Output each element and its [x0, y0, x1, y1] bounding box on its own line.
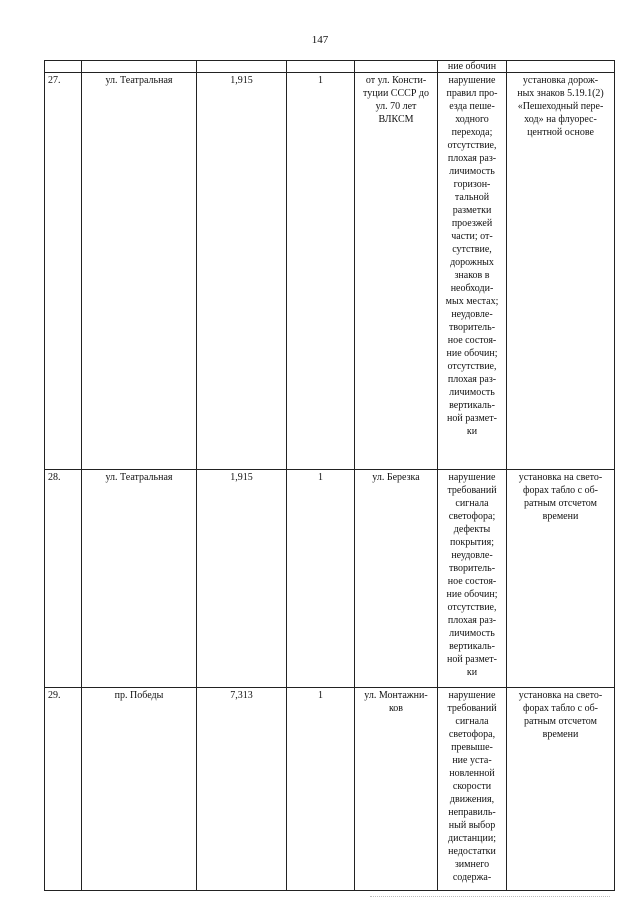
defects-text: нарушение правил про- езда пеше- ходного перехода; отсутствие, плохая раз- личимость горизон- тальной разметки проезжей части; от- сутствие, дорожных знаков в необходи- мых местах; неудовле- творитель- ное состоя- ние обочин; отсутствие, плохая раз- личимость вертикаль- ной размет- ки [445, 75, 499, 437]
hazard-table [44, 60, 615, 891]
defects-text: нарушение требований сигнала светофора; дефекты покрытия; неудовле- творитель- ное состоя- ние обочин; отсутствие, плохая раз- личимость вертикаль- ной размет- ки [446, 472, 498, 678]
length-value: 1,915 [197, 470, 287, 688]
table-row [45, 470, 615, 688]
defects-text: нарушение требований сигнала светофора, превыше- ние уста- новленной скорости движения, неправиль- ный выбор дистанции; недостатки зимнего содержа- [447, 690, 497, 883]
length-value: 7,313 [197, 688, 287, 891]
row-number: 27. [45, 73, 82, 470]
segment-text: ул. Березка [372, 472, 420, 483]
table-cell [287, 61, 355, 73]
category-value: 1 [287, 73, 355, 470]
segment-text: от ул. Консти- туции СССР до ул. 70 лет ВЛКСМ [363, 75, 429, 125]
scan-artifact [370, 896, 610, 900]
length-value: 1,915 [197, 73, 287, 470]
street-name: ул. Театральная [82, 73, 197, 470]
row-number: 28. [45, 470, 82, 688]
street-name: ул. Театральная [82, 470, 197, 688]
table-row [45, 688, 615, 891]
table-cell [82, 61, 197, 73]
table-cell [45, 61, 82, 73]
row-number: 29. [45, 688, 82, 891]
table-cell [355, 61, 438, 73]
action-text: установка на свето- форах табло с об- ратным отсчетом времени [518, 690, 603, 740]
category-value: 1 [287, 688, 355, 891]
defects-cell: ние обочин [438, 61, 507, 73]
table-cell [197, 61, 287, 73]
category-value: 1 [287, 470, 355, 688]
action-text: установка на свето- форах табло с об- ратным отсчетом времени [518, 472, 603, 522]
table-cell [507, 61, 615, 73]
table-row [45, 73, 615, 470]
action-text: установка дорож- ных знаков 5.19.1(2) «Пешеходный пере- ход» на флуорес- центной основе [517, 75, 604, 138]
page-number: 147 [311, 34, 329, 46]
street-name: пр. Победы [82, 688, 197, 891]
segment-text: ул. Монтажни- ков [364, 690, 428, 714]
continuation-row [45, 61, 615, 73]
